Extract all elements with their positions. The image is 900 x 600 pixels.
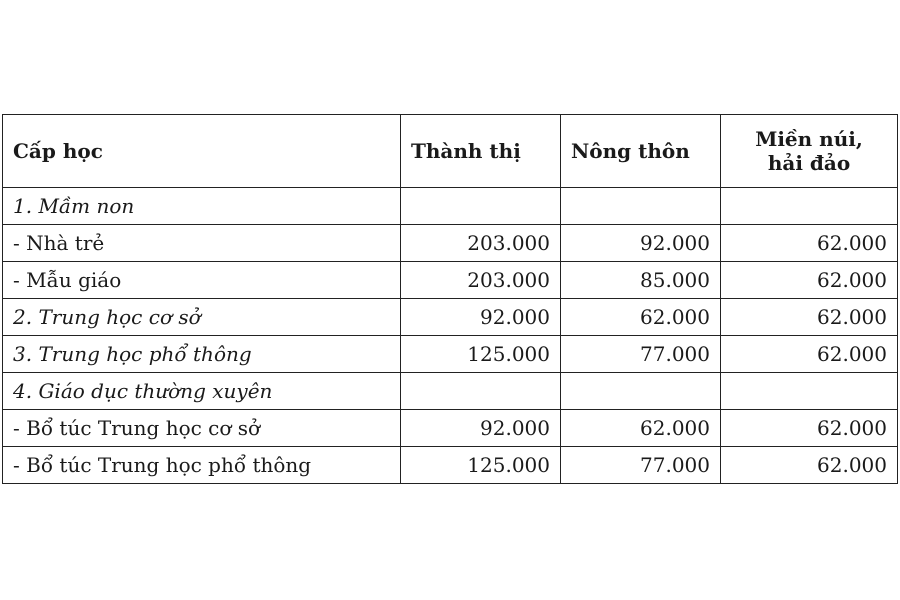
row-label: - Bổ túc Trung học cơ sở [3,410,401,447]
cell-urban: 92.000 [401,299,561,336]
cell-rural: 85.000 [561,262,721,299]
row-label: - Nhà trẻ [3,225,401,262]
header-urban: Thành thị [401,115,561,188]
table-row [3,299,898,336]
cell-rural: 77.000 [561,336,721,373]
table-row [3,262,898,299]
cell-rural: 62.000 [561,410,721,447]
cell-mountain: 62.000 [721,336,898,373]
header-row [3,115,898,188]
cell-rural [561,373,721,410]
table-row [3,336,898,373]
header-mountain-line1: Miền núi, [755,127,863,151]
row-label: - Mẫu giáo [3,262,401,299]
cell-urban: 203.000 [401,262,561,299]
cell-mountain: 62.000 [721,299,898,336]
cell-rural [561,188,721,225]
cell-urban: 125.000 [401,447,561,484]
cell-rural: 92.000 [561,225,721,262]
cell-mountain: 62.000 [721,262,898,299]
row-label: 3. Trung học phổ thông [3,336,401,373]
table-row [3,447,898,484]
header-rural: Nông thôn [561,115,721,188]
row-label: 4. Giáo dục thường xuyên [3,373,401,410]
table-row [3,188,898,225]
cell-urban [401,373,561,410]
cell-urban: 203.000 [401,225,561,262]
cell-mountain [721,188,898,225]
cell-mountain: 62.000 [721,410,898,447]
cell-urban: 92.000 [401,410,561,447]
table-row [3,225,898,262]
header-mountain-line2: hải đảo [767,151,851,175]
header-mountain-island [721,115,898,188]
cell-mountain [721,373,898,410]
row-label: - Bổ túc Trung học phổ thông [3,447,401,484]
cell-urban: 125.000 [401,336,561,373]
table-row [3,373,898,410]
header-level: Cấp học [3,115,401,188]
cell-mountain: 62.000 [721,447,898,484]
row-label: 1. Mầm non [3,188,401,225]
tuition-fee-table [2,114,898,484]
cell-urban [401,188,561,225]
row-label: 2. Trung học cơ sở [3,299,401,336]
cell-mountain: 62.000 [721,225,898,262]
table-row [3,410,898,447]
cell-rural: 77.000 [561,447,721,484]
cell-rural: 62.000 [561,299,721,336]
